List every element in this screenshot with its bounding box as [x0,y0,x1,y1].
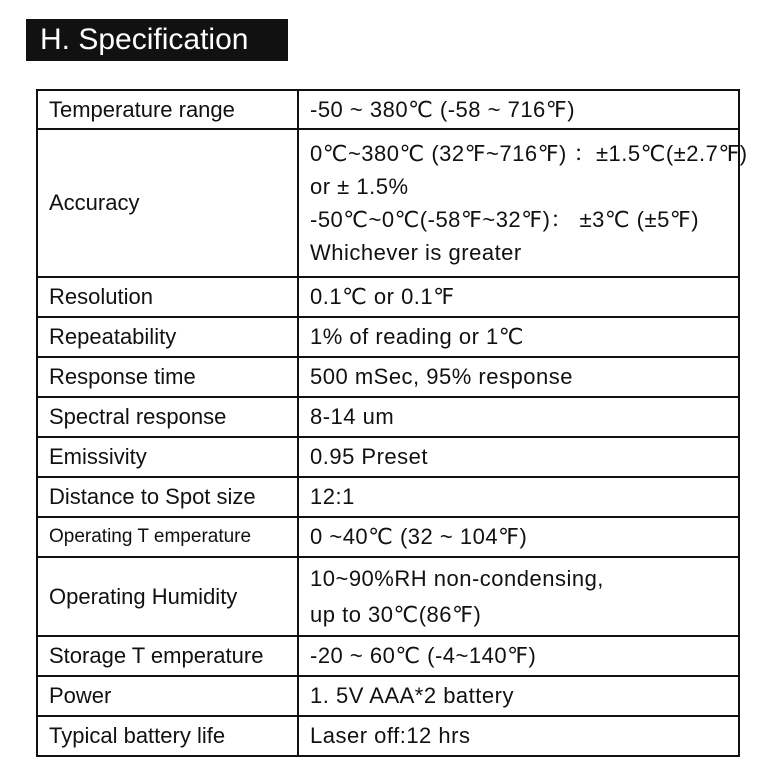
row-value: Laser off:12 hrs [298,716,739,756]
table-row [37,557,739,636]
accuracy-line: 0℃~380℃ (32℉~716℉) ：±1.5℃(±2.7℉) [310,141,748,166]
table-row [37,477,739,517]
row-value: -50 ~ 380℃ (-58 ~ 716℉) [298,90,739,129]
row-value: 8-14 um [298,397,739,437]
humidity-line: 10~90%RH non-condensing, [310,565,604,591]
row-value [298,129,748,277]
humidity-line: up to 30℃(86℉) [310,601,482,627]
accuracy-line: -50℃~0℃(-58℉~32℉)： ±3℃ (±5℉) [310,207,700,232]
table-row [37,716,739,756]
row-label: Resolution [37,277,298,317]
row-label: Distance to Spot size [37,477,298,517]
specification-table [36,89,748,757]
row-label: Power [37,676,298,716]
row-value: -20 ~ 60℃ (-4~140℉) [298,636,739,676]
table-row [37,277,739,317]
row-label: Response time [37,357,298,397]
row-value [298,557,739,636]
section-title: H. Specification [26,19,288,61]
row-label: Temperature range [37,90,298,129]
row-value: 1. 5V AAA*2 battery [298,676,739,716]
row-label: Repeatability [37,317,298,357]
table-row [37,676,739,716]
row-label: Typical battery life [37,716,298,756]
row-label: Operating T emperature [37,517,298,557]
row-label: Operating Humidity [37,557,298,636]
row-value: 0.95 Preset [298,437,739,477]
table-row [37,129,739,277]
row-value: 500 mSec, 95% response [298,357,739,397]
table-row [37,90,739,129]
table-row [37,397,739,437]
row-label: Storage T emperature [37,636,298,676]
row-value: 1% of reading or 1℃ [298,317,739,357]
accuracy-line: Whichever is greater [310,240,522,265]
row-value: 0 ~40℃ (32 ~ 104℉) [298,517,739,557]
row-label: Accuracy [37,129,298,277]
row-label: Emissivity [37,437,298,477]
row-value: 0.1℃ or 0.1℉ [298,277,739,317]
row-value: 12:1 [298,477,739,517]
row-label: Spectral response [37,397,298,437]
accuracy-line: or ± 1.5% [310,174,409,199]
table-row [37,517,739,557]
table-row [37,636,739,676]
table-row [37,437,739,477]
table-row [37,357,739,397]
table-row [37,317,739,357]
